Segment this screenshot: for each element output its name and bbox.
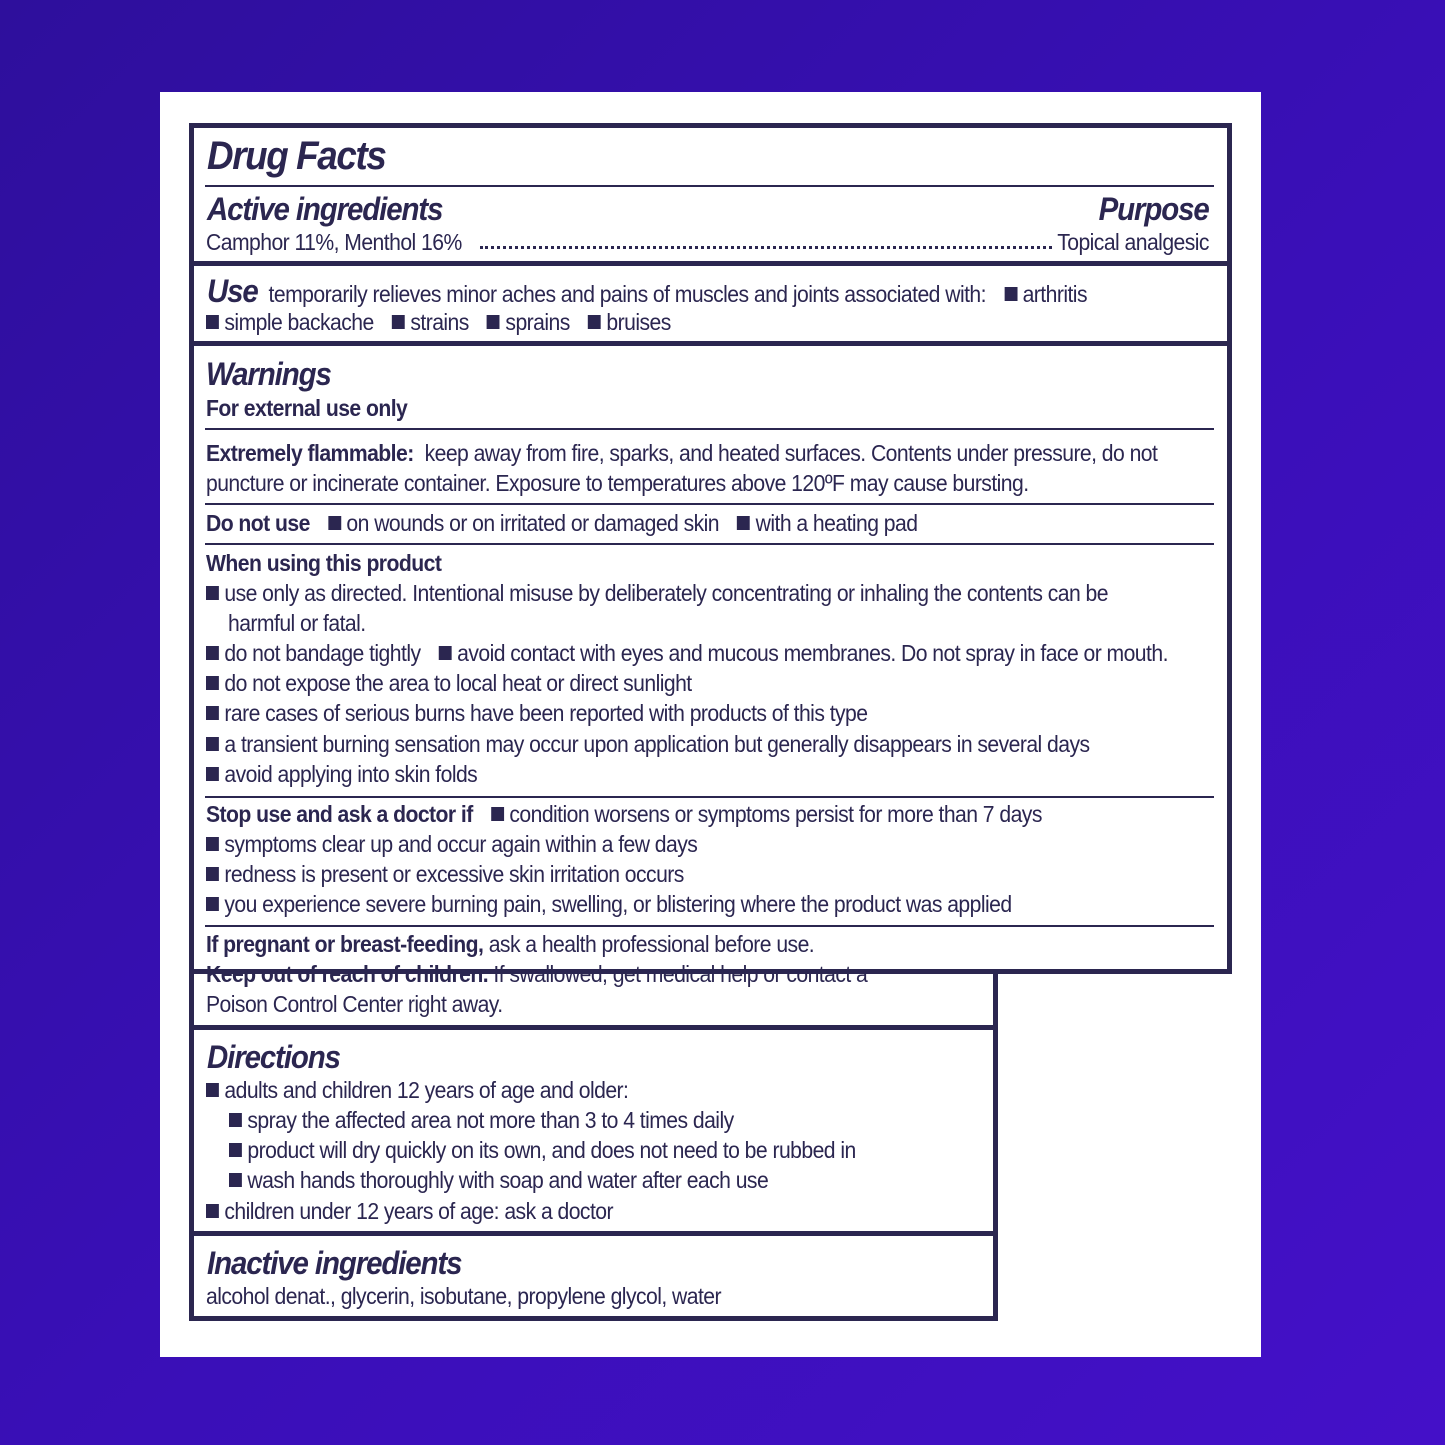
bullet-icon [439,646,452,660]
divider [205,925,1214,927]
flammable-label: Extremely flammable: [206,440,414,466]
stop-use-text: you experience severe burning pain, swelling, or blistering where the product was applied [224,891,1012,917]
bullet-icon [206,867,219,881]
use-line-1 [207,273,1087,309]
stop-use-label: Stop use and ask a doctor if [206,801,473,827]
use-item: simple backache [224,309,374,335]
when-using-text: do not bandage tightly [224,640,421,666]
inactive-ingredients-value: alcohol denat., glycerin, isobutane, propylene glycol, water [206,1283,722,1309]
drug-facts-title: Drug Facts [207,134,386,178]
when-using-text: avoid applying into skin folds [224,761,478,787]
divider [205,503,1214,505]
do-not-use-label: Do not use [206,510,310,536]
use-text: temporarily relieves minor aches and pains of muscles and joints associated with: [268,281,986,307]
active-ingredients-value: Camphor 11%, Menthol 16% [206,229,462,255]
bullet-icon [491,807,504,821]
use-item: bruises [606,309,671,335]
bullet-icon [206,586,219,600]
divider [205,428,1214,430]
section-divider [192,261,1228,266]
stop-use-item [206,859,684,889]
when-using-item [206,759,477,789]
purpose-heading: Purpose [1098,191,1209,227]
directions-text: spray the affected area not more than 3 to 4 times daily [247,1107,734,1133]
divider [205,543,1214,545]
bullet-icon [229,1173,242,1187]
bullet-icon [206,837,219,851]
divider [205,796,1214,798]
when-using-item [206,578,1108,608]
when-using-text: a transient burning sensation may occur upon application but generally disappears in several days [224,731,1090,757]
section-divider [192,341,1228,346]
bullet-icon [206,767,219,781]
when-using-item [206,729,1090,759]
use-item: strains [410,309,469,335]
bullet-icon [737,516,750,530]
stop-use-item: condition worsens or symptoms persist for more than 7 days [509,801,1042,827]
bullet-icon [588,315,601,329]
bullet-icon [229,1113,242,1127]
pregnant-text: ask a health professional before use. [488,931,815,957]
divider [205,185,1214,187]
directions-subitem [229,1105,734,1135]
when-using-label: When using this product [206,550,442,576]
external-use-only: For external use only [206,395,408,421]
bullet-icon [206,676,219,690]
bullet-icon [206,706,219,720]
do-not-use-item: on wounds or on irritated or damaged skin [346,510,720,536]
bullet-icon [229,1143,242,1157]
do-not-use-item: with a heating pad [755,510,918,536]
stop-use-line [206,799,1042,829]
bullet-icon [206,897,219,911]
purpose-value: Topical analgesic [1057,229,1209,255]
active-ingredients-heading: Active ingredients [207,191,443,227]
directions-text: children under 12 years of age: ask a doctor [224,1198,613,1224]
use-item: arthritis [1022,281,1087,307]
stop-use-item [206,829,697,859]
when-using-item-continued: harmful or fatal. [228,610,366,636]
children-line [206,959,867,989]
use-line-2 [206,307,671,337]
directions-item [206,1196,613,1226]
pregnant-label: If pregnant or breast-feeding, [206,931,484,957]
bullet-icon [206,737,219,751]
when-using-item [206,638,1168,668]
section-divider [192,1231,995,1236]
directions-text: adults and children 12 years of age and older: [224,1077,629,1103]
when-using-item [206,698,867,728]
when-using-text: do not expose the area to local heat or direct sunlight [224,670,692,696]
stop-use-text: redness is present or excessive skin irritation occurs [224,861,684,887]
section-divider [192,1025,995,1030]
pregnant-line [206,929,814,959]
bullet-icon [206,1083,219,1097]
inactive-ingredients-heading: Inactive ingredients [207,1245,462,1281]
do-not-use-line [206,508,917,538]
children-text: If swallowed, get medical help or contact a [493,961,868,987]
bullet-icon [1004,287,1017,301]
children-label: Keep out of reach of children. [206,961,489,987]
when-using-text: avoid contact with eyes and mucous membranes. Do not spray in face or mouth. [457,640,1168,666]
bullet-icon [392,315,405,329]
directions-text: product will dry quickly on its own, and does not need to be rubbed in [247,1137,856,1163]
directions-heading: Directions [207,1039,340,1075]
warnings-heading: Warnings [206,356,331,392]
directions-item [206,1075,628,1105]
bullet-icon [206,1204,219,1218]
directions-subitem [229,1135,856,1165]
directions-text: wash hands thoroughly with soap and water after each use [247,1167,769,1193]
bullet-icon [487,315,500,329]
bullet-icon [206,315,219,329]
flammable-line-1 [206,438,1157,468]
directions-subitem [229,1165,768,1195]
dot-leader [480,246,1052,249]
when-using-text: use only as directed. Intentional misuse by deliberately concentrating or inhaling the contents can be [224,580,1108,606]
children-line-2: Poison Control Center right away. [206,991,503,1017]
flammable-line-2: puncture or incinerate container. Exposure to temperatures above 120ºF may cause bursting. [206,470,1029,496]
bullet-icon [206,646,219,660]
stop-use-text: symptoms clear up and occur again within a few days [224,831,698,857]
bullet-icon [328,516,341,530]
flammable-text: keep away from fire, sparks, and heated surfaces. Contents under pressure, do not [424,440,1158,466]
when-using-text: rare cases of serious burns have been reported with products of this type [224,700,868,726]
when-using-item [206,668,692,698]
stop-use-item [206,889,1012,919]
use-item: sprains [505,309,570,335]
use-heading: Use [207,273,258,309]
